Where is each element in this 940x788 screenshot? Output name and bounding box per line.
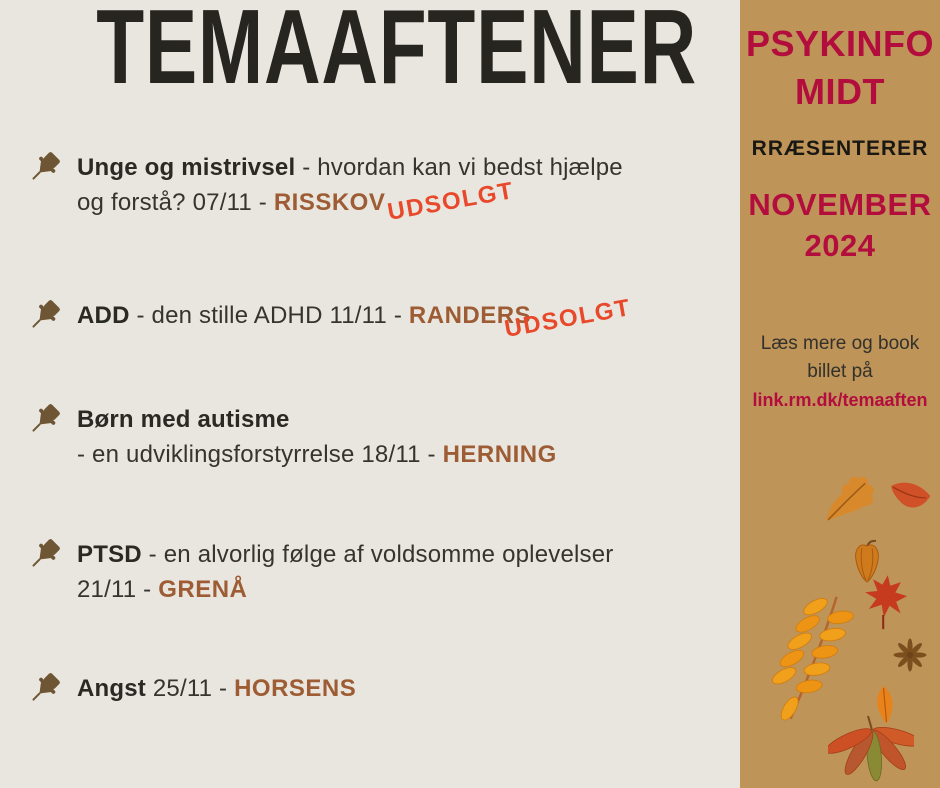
star-anise-icon (890, 638, 930, 672)
event-city: RISSKOV (273, 189, 386, 216)
month-label: NOVEMBER (748, 187, 932, 222)
event-title: ADD (77, 302, 130, 329)
cta-line1: Læs mere og book (760, 333, 920, 354)
event-desc: - den stille ADHD 11/11 - (129, 302, 409, 329)
event-desc: - hvordan kan vi bedst hjælpe (295, 154, 623, 181)
event-text (77, 298, 531, 334)
event-date: - en udviklingsforstyrrelse 18/11 - (77, 441, 443, 468)
event-text (77, 671, 356, 707)
event-text (77, 402, 557, 472)
presents-label: RRÆSENTERER (751, 137, 929, 160)
event-title: Angst (77, 675, 146, 702)
event-city: HERNING (442, 441, 557, 468)
pushpin-icon (26, 669, 64, 707)
event-city: RANDERS (408, 302, 532, 329)
oak-leaf-icon (813, 466, 884, 530)
creeper-leaf-icon (828, 714, 914, 788)
booking-link[interactable]: link.rm.dk/temaaften (752, 390, 928, 410)
event-item-unge-og-mistrivsel (26, 150, 623, 220)
event-title: PTSD (77, 541, 142, 568)
sidebar (740, 0, 940, 788)
month-year-label (740, 184, 940, 266)
red-leaf-icon (886, 478, 934, 518)
event-title: Børn med autisme (77, 406, 290, 433)
event-date: 25/11 - (146, 675, 235, 702)
event-city: GRENÅ (158, 576, 248, 603)
rowan-leaf-icon (763, 589, 868, 730)
event-item-boern-med-autisme (26, 402, 557, 472)
event-desc: - en alvorlig følge af voldsomme oplevelser (141, 541, 614, 568)
sold-out-badge: UDSOLGT (502, 294, 634, 343)
pushpin-icon (26, 296, 64, 334)
event-title: Unge og mistrivsel (77, 154, 296, 181)
event-date: 21/11 - (77, 576, 159, 603)
event-city: HORSENS (234, 675, 357, 702)
cta-text (740, 330, 940, 386)
event-text (77, 150, 623, 220)
cta-line2: billet på (807, 361, 873, 382)
event-item-add (26, 298, 531, 334)
year-label: 2024 (804, 228, 876, 263)
pushpin-icon (26, 400, 64, 438)
event-item-angst (26, 671, 356, 707)
event-item-ptsd (26, 537, 613, 607)
organization-name-line2: MIDT (795, 71, 885, 112)
organization-name (740, 20, 940, 116)
page-title: TEMAAFTENER (96, 0, 697, 106)
pushpin-icon (26, 148, 64, 186)
event-text (77, 537, 613, 607)
pushpin-icon (26, 535, 64, 573)
sold-out-badge: UDSOLGT (385, 177, 517, 226)
organization-name-line1: PSYKINFO (745, 23, 935, 64)
event-date: og forstå? 07/11 - (77, 189, 274, 216)
